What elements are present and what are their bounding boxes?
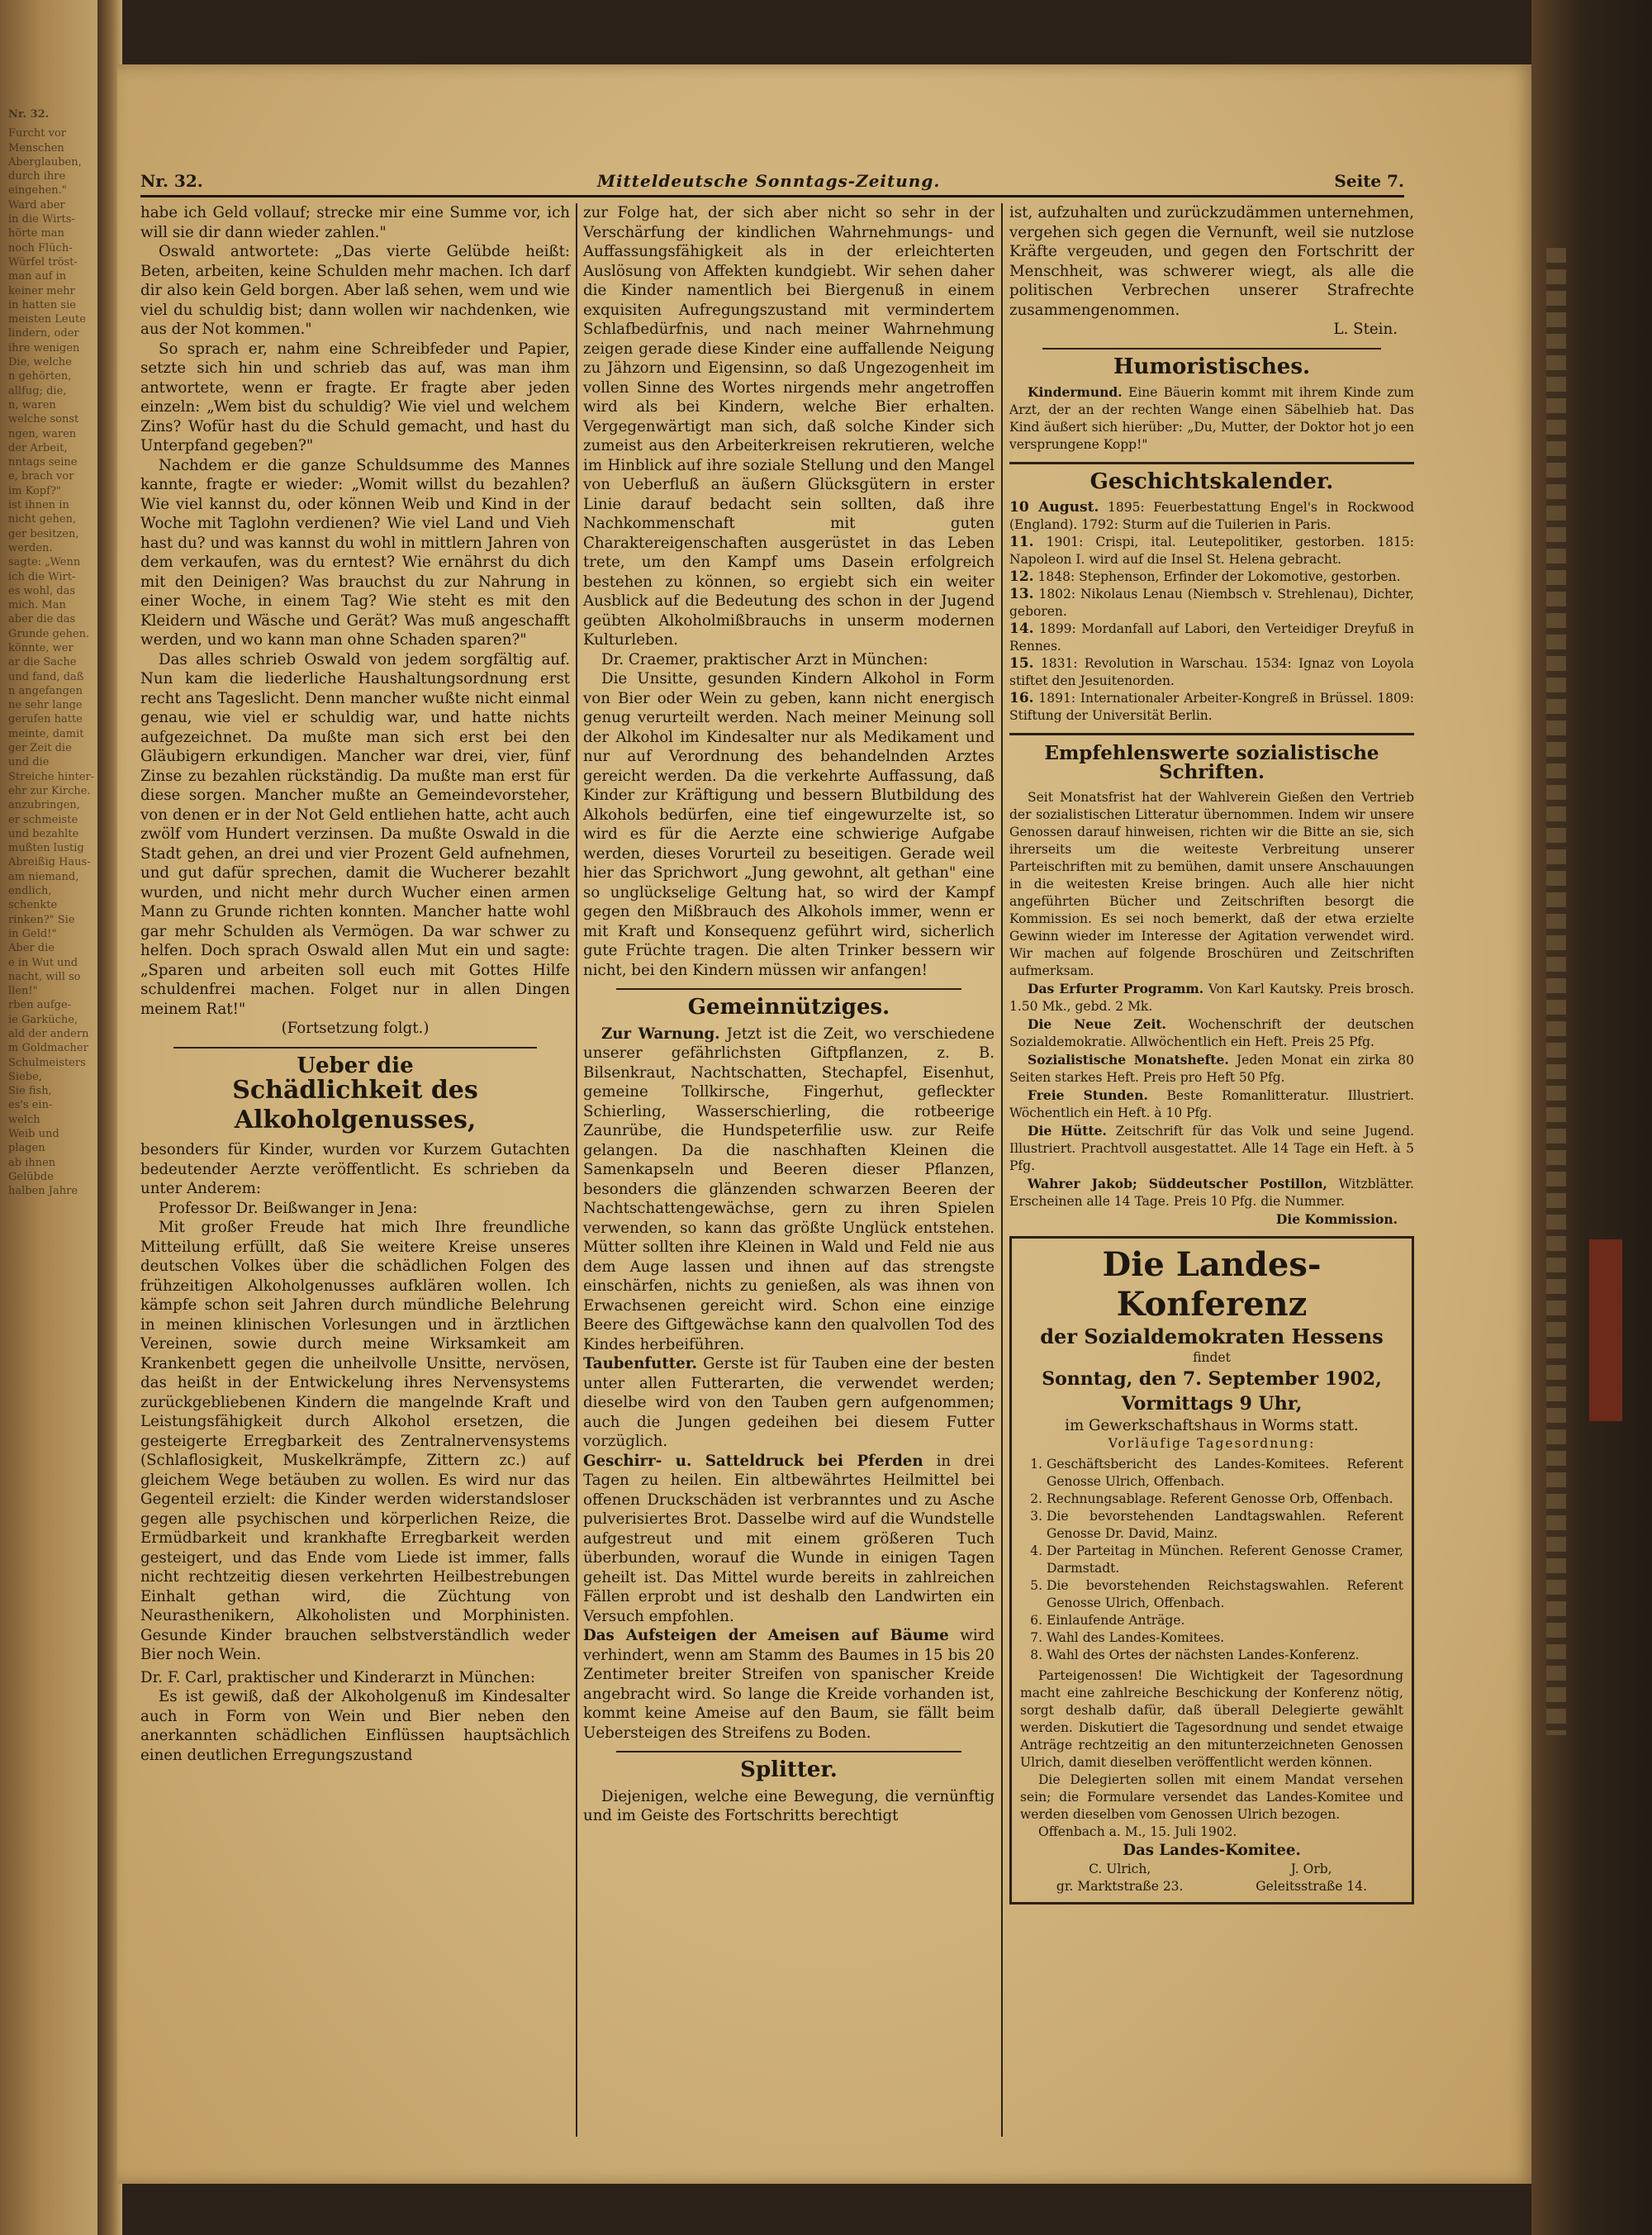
publication-entry (1009, 1122, 1414, 1175)
agenda-item: 4. Der Parteitag in München. Referent Genosse Cramer, Darmstadt. (1047, 1543, 1403, 1577)
notice-text: Jetzt ist die Zeit, wo verschiedene unserer gefährlichsten Giftpflanzen, z. B. Bilsenkraut, Nachtschatten, Stechapfel, Eisenhut, gemeine Tollkirsche, Fingerhut, gefleckter Schierling, Wasserschierling, die rotbeerige Zaunrübe, die Hundspeterfilie usw. zur Reife gelangen. Da die naschhaften Kleinen die Samenkapseln und Beeren dieser Pflanzen, besonders die glänzenden schwarzen Beeren der Nachtschattengewächse, gern zu ihren Spielen verwenden, so kann das größte Unglück entstehen. Mütter sollten ihre Kleinen in Wald und Feld nie aus dem Auge lassen und ihnen auf das strengste einschärfen, nichts zu genießen, als was ihnen von Erwachsenen gereicht wird. Schon eine einzige Beere des Giftgewächse kann den qualvollen Tod des Kindes herbeiführen. (583, 1025, 995, 1353)
fragment-line: ar die Sache (8, 656, 77, 669)
newspaper-title: Mitteldeutsche Sonntags-Zeitung. (596, 171, 941, 191)
agenda-item: 8. Wahl des Ortes der nächsten Landes-Konferenz. (1047, 1647, 1403, 1664)
cover-tab (1589, 1239, 1622, 1421)
fragment-line: Aber die (8, 942, 55, 955)
fragment-line: n, waren (8, 398, 56, 411)
fragment-line: Abreißig Haus- (8, 856, 91, 869)
fragment-line: ngen, waren (8, 427, 77, 440)
fragment-line: Weib und (8, 1128, 59, 1141)
fragment-line: endlich, schenkte (8, 885, 58, 912)
separator (616, 1751, 961, 1752)
fragment-line: es's ein- (8, 1099, 53, 1112)
humor-heading: Kindermund. (1028, 384, 1123, 400)
expert-name: Dr. Craemer, praktischer Arzt in München: (601, 650, 928, 668)
fragment-line: in hatten sie (8, 298, 76, 311)
fragment-line: in die Wirts- (8, 213, 75, 226)
article-title-alcohol: Schädlichkeit des Alkoholgenusses, (232, 1076, 478, 1134)
spine-texture (1546, 248, 1566, 1735)
conference-title: Die Landes-Konferenz (1102, 1244, 1322, 1324)
history-calendar (1009, 499, 1414, 725)
publication-title: Sozialistische Monatshefte. (1028, 1051, 1229, 1068)
section-title-splitter: Splitter. (740, 1757, 838, 1782)
fragment-line: ger besitzen, (8, 527, 79, 540)
fragment-line: in Geld!" (8, 927, 57, 940)
separator (1042, 348, 1381, 350)
fragment-line: und fand, daß (8, 670, 84, 683)
expert-name: Dr. F. Carl, praktischer und Kinderarzt in München: (140, 1668, 535, 1686)
fragment-line: Die, welche (8, 356, 72, 369)
fragment-line: ie Garküche, (8, 1013, 78, 1026)
section-title-kalender: Geschichtskalender. (1089, 469, 1334, 494)
fragment-line: ist ihnen in (8, 499, 69, 512)
agenda-item: 3. Die bevorstehenden Landtagswahlen. Referent Genosse Dr. David, Mainz. (1047, 1508, 1403, 1543)
publication-text: Witzblätter. Erscheinen alle 14 Tage. Preis 10 Pfg. die Nummer. (1009, 1176, 1414, 1209)
agenda-item: 2. Rechnungsablage. Referent Genosse Orb, Offenbach. (1047, 1491, 1403, 1508)
schriften-intro: Seit Monatsfrist hat der Wahlverein Gießen den Vertrieb der sozialistischen Litteratur übernommen. Indem wir unsere Genossen darauf hinweisen, richten wir die Bitte an sie, sich ihrerseits um die weiteste Verbreitung unserer Parteischriften mit zu bemühen, damit unsere Anschauungen in die weitesten Kreise bringen. Auch alle hier nicht angeführten Bücher und Zeitschriften besorgt die Kommission. Es sei noch bemerkt, daß der etwa erzielte Gewinn wieder im Interesse der Agitation verwendet wird. Wir machen auf folgende Broschüren und Zeitschriften aufmerksam. (1009, 789, 1414, 978)
notice-heading: Zur Warnung. (601, 1025, 720, 1043)
fragment-line: Aberglauben, (8, 155, 82, 169)
fragment-line: nicht gehen, (8, 513, 77, 526)
previous-page-number: Nr. 32. (8, 108, 50, 121)
fragment-line: der Arbeit, (8, 441, 68, 454)
publication-text: Jeden Monat ein zirka 80 Seiten starkes Heft. Preis pro Heft 50 Pfg. (1009, 1052, 1414, 1085)
calendar-entry (1009, 568, 1414, 586)
column-2 (583, 203, 995, 1826)
fragment-line: meisten Leute (8, 313, 86, 326)
story-paragraph: Nachdem er die ganze Schuldsumme des Mannes kannte, fragte er wieder: „Womit willst du bezahlen? Wie viel kannst du, oder können Weib und Kind in der Woche mit Taglohn verdienen? Wie viel Land und Vieh hast du? und was kannst du wohl in mittlern Jahren von dem verkaufen, was du erntest? Wie ernährst du dich mit den Deinigen? Was brauchst du zur Nahrung in einer Woche, in einem Tag? Wie steht es mit den Kleidern und Wäsche und Gerät? Was muß angeschafft werden, und wo kann man ohne Schaden sparen?" (140, 456, 570, 649)
fragment-line: im Kopf?" (8, 484, 61, 497)
fragment-line: durch ihre (8, 170, 66, 183)
section-title-schriften: Empfehlenswerte sozialistische Schriften. (1044, 741, 1379, 783)
calendar-day: 10 August. (1009, 498, 1099, 516)
expert-statement: Mit großer Freude hat mich Ihre freundliche Mitteilung erfüllt, daß Sie weitere Kreise unseres deutschen Volkes über die schädlichen Folgen des frühzeitigen Alkoholgenusses aufklären wollen. Ich kämpfe schon seit Jahren durch mündliche Belehrung in meinen klinischen Vorlesungen und in ärztlichen Vereinen, sowie durch meine Wirksamkeit am Krankenbett gegen die unheilvolle Unsitte, nervösen, das heißt in der Entwickelung ihres Nervensystems zurückgebliebenen Kindern die mangelnde Kraft und Leistungsfähigkeit durch Alkohol ersetzen, die gesteigerte Erregbarkeit des Zentralnervensystems (Schlaflosigkeit, Muskelkrämpfe, Zittern zc.) auf gleichem Wege betäuben zu wollen. Es wird nur das Gegenteil erzielt: die Kinder werden widerstandsloser gegen alle psychischen und körperlichen Reize, die Ermüdbarkeit und krankhafte Erregbarkeit werden gesteigert, und das Ende vom Liede ist immer, falls nicht rechtzeitig diesen verkehrten Heilbestrebungen Einhalt gethan wird, die Züchtung von Neurasthenikern, Alkoholisten und Morphinisten. Gesunde Kinder brauchen selbstverständlich weder Bier noch Wein. (140, 1219, 570, 1663)
calendar-entry (1009, 690, 1414, 725)
agenda-item: 1. Geschäftsbericht des Landes-Komitees. Referent Genosse Ulrich, Offenbach. (1047, 1456, 1403, 1491)
agenda-item: 7. Wahl des Landes-Komitees. (1047, 1629, 1403, 1647)
column-1 (140, 203, 570, 1765)
fragment-line: aber die das (8, 613, 76, 626)
story-paragraph: So sprach er, nahm eine Schreibfeder und Papier, setzte sich hin und schrieb das auf, was man ihm antwortete, wenn er fragte. Er fragte aber jeden einzeln: „Wem bist du schuldig? Wie viel und welchem Zins? Wofür hast du die Schuld gemacht, und hast du Unterpfand gegeben?" (140, 340, 570, 454)
fragment-line: Schulmeisters (8, 1056, 86, 1069)
publication-entry (1009, 1087, 1414, 1122)
story-paragraph: Oswald antwortete: „Das vierte Gelübde heißt: Beten, arbeiten, keine Schulden mehr machen. Ich darf dir also kein Geld borgen. Aber laß sehen, wem und wie viel du schuldig bist; dann wollen wir nachdenken, wie aus der Not kommen." (140, 243, 570, 338)
publication-entry (1009, 1175, 1414, 1210)
section-title-gemeinnuetziges: Gemeinnütziges. (687, 995, 890, 1020)
fragment-line: n angefangen (8, 684, 83, 697)
humor-item (1009, 383, 1414, 454)
fragment-line: Sie fish, (8, 1085, 52, 1098)
column-rule (576, 203, 577, 2137)
page-header (140, 169, 1404, 193)
fragment-line: und bezahlte (8, 827, 79, 840)
notice-heading: Das Aufsteigen der Ameisen auf Bäume (583, 1627, 949, 1644)
fragment-line: gerufen hatte (8, 713, 83, 726)
fragment-line: mich. Man (8, 599, 66, 612)
notice-text: Gerste ist für Tauben eine der besten unter allen Futterarten, die verwendet werden; dieselbe wird von den Tauben gern aufgenommen; auch die Jungen gedeihen bei diesem Futter vorzüglich. (583, 1355, 995, 1450)
story-paragraph: habe ich Geld vollauf; strecke mir eine Summe vor, ich will sie dir dann wieder zahlen." (140, 204, 570, 241)
previous-page-edge (0, 0, 106, 2235)
fragment-line: anzubringen, (8, 799, 80, 812)
fragment-line: ger Zeit die (8, 742, 72, 755)
notice-warnung (583, 1025, 995, 1355)
fragment-line: Siebe, (8, 1070, 42, 1083)
calendar-day: 15. (1009, 654, 1034, 672)
conference-mandate: Die Delegierten sollen mit einem Mandat versehen sein; die Formulare versendet das Landes-Komitee und werden dieselben vom Genossen Ulrich bezogen. (1020, 1772, 1403, 1822)
fragment-line: rinken?" Sie (8, 913, 75, 926)
agenda-item: 5. Die bevorstehenden Reichstagswahlen. Referent Genosse Ulrich, Offenbach. (1047, 1577, 1403, 1612)
calendar-entry (1009, 655, 1414, 690)
fragment-line: man auf in (8, 270, 67, 283)
article-intro: besonders für Kinder, wurden vor Kurzem Gutachten bedeutender Aerzte veröffentlicht. Es schrieben da unter Anderem: (140, 1141, 570, 1197)
signatory-name: C. Ulrich, (1089, 1861, 1151, 1876)
fragment-line: halben Jahre (8, 1185, 78, 1198)
publication-text: Von Karl Kautsky. Preis brosch. 1.50 Mk., gebd. 2 Mk. (1009, 981, 1414, 1014)
conference-dateline: Offenbach a. M., 15. Juli 1902. (1038, 1824, 1237, 1839)
fragment-line: n gehörten, (8, 370, 72, 383)
fragment-line: Menschen (8, 141, 64, 155)
calendar-text: 1895: Feuerbestattung Engel's in Rockwood (England). 1792: Sturm auf die Tuilerien in Paris. (1009, 499, 1414, 532)
calendar-text: 1899: Mordanfall auf Labori, den Verteidiger Dreyfuß in Rennes. (1009, 621, 1414, 654)
conference-appeal: Parteigenossen! Die Wichtigkeit der Tagesordnung macht eine zahlreiche Beschickung der Konferenz nötig, sorgt deshalb dafür, daß überall Delegierte gewählt werden. Diskutiert die Tagesordnung und sendet etwaige Anträge rechtzeitig an den mitunterzeichneten Genossen Ulrich, damit dieselben veröffentlicht werden können. (1020, 1668, 1403, 1770)
fragment-line: welche sonst (8, 413, 79, 426)
header-rule (140, 195, 1404, 197)
expert-statement: Es ist gewiß, daß der Alkoholgenuß im Kindesalter auch in Form von Wein und Bier neben den anerkannten schädlichen Einflüssen hauptsächlich einen deutlichen Erregungszustand (140, 1688, 570, 1764)
notice-heading: Geschirr- u. Satteldruck bei Pferden (583, 1452, 923, 1470)
fragment-line: e, brach vor (8, 470, 74, 483)
fragment-line: am niemand, (8, 870, 79, 883)
conference-date: Sonntag, den 7. September 1902, (1042, 1367, 1382, 1390)
separator (1009, 462, 1414, 464)
fragment-line: Würfel tröst- (8, 255, 78, 269)
signatory-address: gr. Marktstraße 23. (1056, 1878, 1184, 1894)
fragment-line: ich die Wirt- (8, 570, 76, 583)
publication-text: Wochenschrift der deutschen Sozialdemokratie. Allwöchentlich ein Heft. Preis 25 Pfg. (1009, 1016, 1415, 1049)
fragment-line: es wohl, das (8, 584, 75, 597)
fragment-line: und die (8, 756, 50, 769)
fragment-line: Furcht vor (8, 127, 67, 140)
publication-title: Das Erfurter Programm. (1028, 980, 1204, 996)
signatory-name: J. Orb, (1290, 1861, 1332, 1876)
page-number: Seite 7. (1334, 171, 1404, 191)
fragment-line: ne sehr lange (8, 699, 83, 712)
expert-statement: Die Unsitte, gesunden Kindern Alkohol in Form von Bier oder Wein zu geben, kann nicht energisch genug verurteilt werden. Nach meiner Meinung soll der Alkohol im Kindesalter nur als Medikament und nur auf Verordnung des behandelnden Arztes gereicht werden. Da die verkehrte Auffassung, daß Kinder zur Kräftigung und bessern Blutbildung des Alkohols bedürfen, eine tief eingewurzelte ist, so wird es für die Aerzte eine schwierige Aufgabe werden, dieses Vorurteil zu beseitigen. Gerade weil hier das Sprichwort „Jung gewohnt, alt gethan" eine so unglückselige Geltung hat, so wird der Kampf gegen den Mißbrauch des Alkohols immer, wenn er mit Kraft und Konsequenz geführt wird, sicherlich gute Früchte tragen. Die alten Trinker bessern wir nicht, bei den Kindern müssen wir anfangen! (583, 670, 995, 979)
signatory-address: Geleitsstraße 14. (1256, 1878, 1368, 1894)
calendar-text: 1901: Crispi, ital. Leutepolitiker, gestorben. 1815: Napoleon I. wird auf die Insel St. Helena gebracht. (1009, 534, 1414, 567)
publication-title: Freie Stunden. (1028, 1087, 1148, 1103)
agenda-item: 6. Einlaufende Anträge. (1047, 1612, 1403, 1629)
calendar-day: 14. (1009, 620, 1034, 637)
publication-title: Die Neue Zeit. (1028, 1015, 1166, 1032)
notice-heading: Taubenfutter. (583, 1355, 697, 1372)
separator (173, 1047, 537, 1049)
story-paragraph: Das alles schrieb Oswald von jedem sorgfältig auf. Nun kam die liederliche Haushaltungsordnung erst recht ans Tageslicht. Denn mancher wußte nicht einmal genau, wie viel er schuldig war, und hatte nichts aufgezeichnet. Da mußte man sich erst bei den Gläubigern erkundigen. Mancher war drei, vier, fünf Zinse zu bezahlen rückständig. Da mußte man erst für diese sorgen. Mancher mußte an Gemeindevorsteher, von denen er in der Not Geld entliehen hatte, acht auch zwölf vom Hundert verzinsen. Da mußte Oswald in die Stadt gehen, an drei und vier Prozent Geld aufnehmen, und gut dafür sprechen, damit die Wucherer bezahlt wurden, und nicht mehr durch Wucher einen armen Mann zu Grunde richten konnten. Mancher hatte wohl gar mehr Schulden als Vermögen. Da war schwer zu helfen. Doch sprach Oswald allen Mut ein und sagte: „Sparen und arbeiten soll euch mit Gottes Hilfe schuldenfrei machen. Folget nur in allen Dingen meinem Rat!" (140, 650, 570, 1018)
conference-time: Vormittags 9 Uhr, (1121, 1392, 1303, 1415)
splitter-author: L. Stein. (1333, 321, 1398, 338)
expert-name: Professor Dr. Beißwanger in Jena: (159, 1199, 418, 1217)
conference-place: im Gewerkschaftshaus in Worms statt. (1065, 1416, 1359, 1434)
fragment-line: nacht, will so (8, 970, 81, 983)
fragment-line: ab ihnen (8, 1156, 56, 1169)
column-3 (1009, 203, 1414, 1905)
publication-entry (1009, 1051, 1414, 1087)
fragment-line: ihre wenigen (8, 341, 80, 354)
conference-committee: Das Landes-Komitee. (1123, 1842, 1301, 1859)
book-cover-edge (1531, 0, 1652, 2235)
calendar-day: 13. (1009, 585, 1034, 602)
publication-entry (1009, 1015, 1414, 1051)
calendar-text: 1848: Stephenson, Erfinder der Lokomotive, gestorben. (1037, 568, 1401, 584)
splitter-continued: ist, aufzuhalten und zurückzudämmen unternehmen, vergehen sich gegen die Vernunft, weil sie nutzlose Kräfte vergeuden, und gegen den Fortschritt der Menschheit, was schwerer wiegt, als alle die politischen Verbrechen unserer Strafrechte zusammengenommen. (1009, 204, 1414, 319)
fragment-line: er schmeiste (8, 813, 78, 826)
separator (1009, 733, 1414, 735)
fragment-line: e in Wut und (8, 956, 78, 969)
calendar-entry (1009, 586, 1414, 621)
fragment-line: keiner mehr (8, 284, 75, 297)
publication-text: Beste Romanlitteratur. Illustriert. Wöchentlich ein Heft. à 10 Pfg. (1009, 1087, 1414, 1120)
fragment-line: meinte, damit (8, 727, 84, 740)
fragment-line: plagen (8, 1142, 45, 1155)
calendar-entry (1009, 621, 1414, 655)
column-rule (1001, 203, 1003, 2137)
calendar-day: 12. (1009, 568, 1034, 585)
fragment-line: Grunde gehen. (8, 627, 90, 640)
calendar-entry (1009, 534, 1414, 568)
calendar-text: 1831: Revolution in Warschau. 1534: Ignaz von Loyola stiftet den Jesuitenorden. (1009, 655, 1414, 688)
publication-title: Wahrer Jakob; Süddeutscher Postillon, (1028, 1175, 1327, 1191)
separator (616, 988, 961, 990)
article-title-line1: Ueber die (297, 1053, 414, 1078)
notice-taubenfutter (583, 1354, 995, 1452)
calendar-day: 16. (1009, 689, 1034, 706)
expert-statement-continued: zur Folge hat, der sich aber nicht so sehr in der Verschärfung der kindlichen Wahrnehmungs- und Auffassungsfähigkeit als in der erleichterten Auslösung von Affekten kundgiebt. Wir sehen daher die Kinder namentlich bei Biergenuß in einem exquisiten Aufregungszustand mit vermindertem Schlafbedürfnis, und nach meiner Wahrnehmung zeigen gerade diese Kinder eine auffallende Neigung zu Jähzorn und Eigensinn, so daß Ungezogenheit im vollen Sinne des Wortes nirgends mehr angetroffen wird als bei Kindern, welche Bier erhalten. Vergegenwärtigt man sich, daß solche Kinder sich zumeist aus den Arbeiterkreisen rekrutieren, welche im Hinblick auf ihre soziale Stellung und den Mangel von Ueberfluß an äußern Glücksgütern in erster Linie darauf bedacht sein sollten, daß ihre Nachkommenschaft mit guten Charaktereigenschaften ausgerüstet in das Leben trete, um den Kampf ums Dasein erfolgreich bestehen zu können, so ergiebt sich ein weiter Ausblick auf die Bedeutung des schon in der Jugend geübten Alkoholmißbrauchs in unserm modernen Kulturleben. (583, 204, 995, 649)
calendar-entry (1009, 499, 1414, 534)
fragment-line: welch (8, 1113, 40, 1126)
fragment-line: werden. (8, 541, 53, 554)
publication-text: Zeitschrift für das Volk und seine Jugend. Illustriert. Prachtvoll ausgestattet. Alle 14 Tage ein Heft. à 5 Pfg. (1009, 1123, 1414, 1173)
fragment-line: könnte, wer (8, 641, 74, 654)
calendar-text: 1891: Internationaler Arbeiter-Kongreß in Brüssel. 1809: Stiftung der Universität Berlin. (1009, 690, 1414, 723)
fragment-line: eingehen." (8, 184, 67, 197)
to-be-continued: (Fortsetzung folgt.) (281, 1020, 430, 1037)
splitter-text: Diejenigen, welche eine Bewegung, die vernünftig und im Geiste des Fortschritts berechtigt (583, 1787, 995, 1824)
notice-ameisen (583, 1626, 995, 1743)
notice-text: wird verhindert, wenn am Stamm des Baumes in 15 bis 20 Zentimeter breiter Streifen von spanischer Kreide angebracht wird. So lange die Kreide vorhanden ist, kommt keine Ameise auf den Baum, sie fällt beim Uebersteigen des Streifens zu Boden. (583, 1627, 995, 1742)
fragment-line: noch Flüch- (8, 241, 73, 254)
conference-findet: findet (1193, 1349, 1231, 1365)
calendar-day: 11. (1009, 533, 1034, 550)
humor-text: Eine Bäuerin kommt mit ihrem Kinde zum Arzt, der an der rechten Wange einen Säbelhieb hat. Das Kind äußert sich hierüber: „Du, Mutter, der Doktor hot jo een versprungene Kopp!" (1009, 385, 1414, 452)
agenda-title: Vorläufige Tagesordnung: (1108, 1436, 1316, 1451)
fragment-line: ald der andern (8, 1028, 89, 1040)
signatories (1020, 1861, 1403, 1895)
notice-text: in drei Tagen zu heilen. Ein altbewährtes Heilmittel bei offenen Druckschäden ist verbranntes und zu Asche pulverisiertes Brot. Dasselbe wird auf die Wundstelle aufgestreut und mit einem größeren Tuch überbunden, worauf die Wunde in einigen Tagen geheilt ist. Das Mittel wurde bereits in zahlreichen Fällen erprobt und ist deshalb den Landwirten ein Versuch empfohlen. (583, 1452, 995, 1625)
issue-number: Nr. 32. (140, 171, 203, 191)
calendar-text: 1802: Nikolaus Lenau (Niembsch v. Strehlenau), Dichter, geboren. (1009, 586, 1414, 619)
publication-title: Die Hütte. (1028, 1122, 1107, 1139)
fragment-line: rben aufge- (8, 999, 72, 1012)
publication-list (1009, 980, 1414, 1210)
agenda-list (1020, 1456, 1403, 1664)
story-continuation (140, 203, 570, 1019)
fragment-line: nntags seine (8, 456, 78, 469)
fragment-line: m Goldmacher (8, 1042, 88, 1055)
fragment-line: Gelübde (8, 1170, 54, 1183)
fragment-line: allfug; die, (8, 384, 67, 397)
fragment-line: sagte: „Wenn (8, 556, 81, 569)
fragment-line: hörte man (8, 227, 64, 240)
fragment-line: lindern, oder (8, 327, 79, 340)
notice-satteldruck (583, 1452, 995, 1627)
previous-page-fragments (8, 107, 101, 1199)
schriften-signature: Die Kommission. (1275, 1210, 1398, 1227)
fragment-line: Ward aber (8, 198, 65, 212)
fragment-line: ehr zur Kirche. (8, 784, 91, 797)
publication-entry (1009, 980, 1414, 1015)
fragment-line: llen!" (8, 985, 38, 998)
fragment-line: mußten lustig (8, 842, 84, 855)
fragment-line: Streiche hinter- (8, 770, 95, 783)
conference-announcement (1009, 1236, 1414, 1905)
conference-subtitle: der Sozialdemokraten Hessens (1040, 1324, 1384, 1348)
section-title-humor: Humoristisches. (1113, 354, 1311, 379)
